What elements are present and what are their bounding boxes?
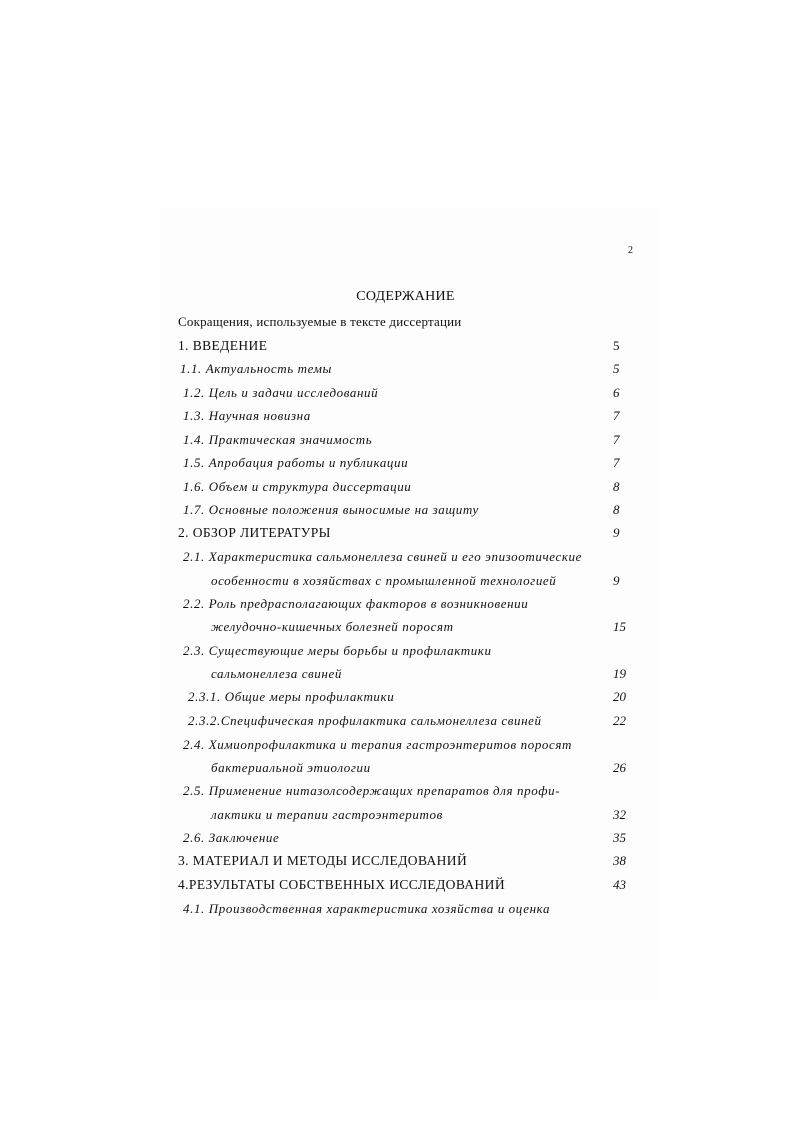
toc-entry-text: желудочно-кишечных болезней поросят [211, 619, 454, 634]
toc-entry-text: 4.РЕЗУЛЬТАТЫ СОБСТВЕННЫХ ИССЛЕДОВАНИЙ [178, 877, 505, 892]
toc-abbreviations: Сокращения, используемые в тексте диссертации [178, 314, 462, 329]
toc-entry-page: 9 [613, 573, 620, 588]
toc-entry-page: 32 [613, 807, 626, 822]
toc-entry-text: 2. ОБЗОР ЛИТЕРАТУРЫ [178, 525, 331, 540]
toc-entry-page: 22 [613, 713, 626, 728]
toc-entry-page: 19 [613, 666, 626, 681]
toc-entry-text: 2.6. Заключение [183, 830, 280, 845]
toc-title: СОДЕРЖАНИЕ [356, 289, 455, 304]
toc-entry-text: лактики и терапии гастроэнтеритов [211, 807, 443, 822]
toc-entry-text: 2.3. Существующие меры борьбы и профилактики [183, 643, 492, 658]
toc-entry-text: 1.2. Цель и задачи исследований [183, 385, 379, 400]
toc-entry-text: 1.1. Актуальность темы [180, 361, 332, 376]
toc-entry-text: 2.4. Химиопрофилактика и терапия гастроэнтеритов поросят [183, 737, 573, 752]
toc-entry-text: 3. МАТЕРИАЛ И МЕТОДЫ ИССЛЕДОВАНИЙ [178, 853, 468, 868]
toc-entry-text: 4.1. Производственная характеристика хозяйства и оценка [183, 901, 551, 916]
toc-entry-page: 43 [613, 877, 626, 892]
toc-entry-page: 5 [613, 338, 620, 353]
toc-entry-text: 1.7. Основные положения выносимые на защиту [183, 502, 479, 517]
toc-entry-text: 1.6. Объем и структура диссертации [183, 479, 412, 494]
toc-entry-page: 7 [613, 408, 620, 423]
toc-entry-text: сальмонеллеза свиней [211, 666, 342, 681]
toc-entry-page: 8 [613, 479, 620, 494]
toc-entry-page: 5 [613, 361, 620, 376]
page-number: 2 [628, 245, 633, 256]
toc-entry-text: 2.3.1. Общие меры профилактики [188, 689, 395, 704]
toc-entry-page: 26 [613, 760, 626, 775]
toc-entry-page: 9 [613, 525, 620, 540]
toc-entry-page: 6 [613, 385, 620, 400]
toc-entry-text: 2.3.2.Специфическая профилактика сальмонеллеза свиней [188, 713, 542, 728]
toc-entry-text: 1.4. Практическая значимость [183, 432, 373, 447]
toc-entry-text: бактериальной этиологии [211, 760, 371, 775]
toc-entry-page: 35 [613, 830, 626, 845]
toc-entry-text: особенности в хозяйствах с промышленной технологией [211, 573, 557, 588]
toc-entry-page: 7 [613, 432, 620, 447]
toc-entry-page: 7 [613, 455, 620, 470]
toc-entry-page: 20 [613, 689, 626, 704]
toc-entry-text: 1.5. Апробация работы и публикации [183, 455, 409, 470]
toc-entry-text: 2.5. Применение нитазолсодержащих препаратов для профи- [183, 783, 561, 798]
toc-entry-text: 2.2. Роль предрасполагающих факторов в возникновении [183, 596, 529, 611]
toc-entry-page: 38 [613, 853, 626, 868]
toc-entry-text: 1.3. Научная новизна [183, 408, 311, 423]
toc-entry-page: 15 [613, 619, 626, 634]
toc-entry-text: 2.1. Характеристика сальмонеллеза свиней и его эпизоотические [183, 549, 582, 564]
toc-entry-text: 1. ВВЕДЕНИЕ [178, 338, 268, 353]
toc-entry-page: 8 [613, 502, 620, 517]
